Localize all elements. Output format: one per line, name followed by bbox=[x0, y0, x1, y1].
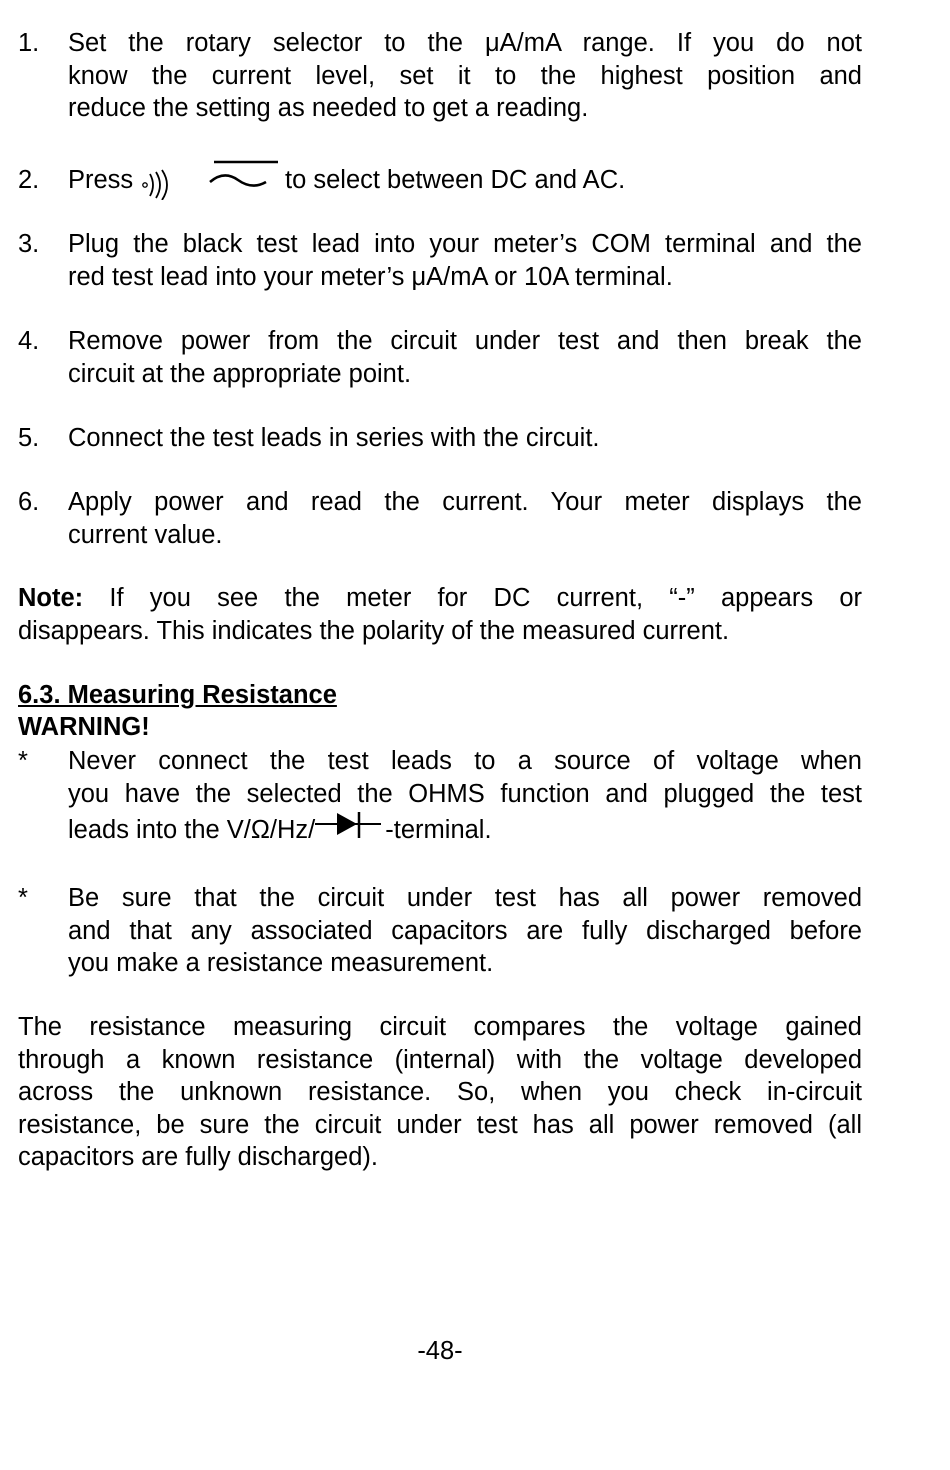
step-text-line: Remove power from the circuit under test and then break the bbox=[68, 327, 862, 355]
step-2 bbox=[18, 160, 862, 200]
paragraph-line: capacitors are fully discharged). bbox=[18, 1143, 379, 1171]
page-number: -48- bbox=[417, 1337, 463, 1365]
step-6 bbox=[18, 486, 862, 551]
section-heading: 6.3. Measuring Resistance bbox=[18, 681, 337, 709]
note bbox=[18, 582, 862, 647]
bullet-mark: * bbox=[18, 884, 28, 912]
continuity-ac-dc-icon bbox=[138, 160, 283, 209]
step-text-line: know the current level, set it to the highest position and bbox=[68, 61, 862, 90]
bullet-text-post: -terminal. bbox=[385, 816, 492, 844]
bullet-text-line: and that any associated capacitors are fully discharged before bbox=[68, 916, 862, 945]
note-label: Note: bbox=[18, 584, 84, 612]
step-number: 3. bbox=[18, 230, 40, 258]
step-text-pre: Press bbox=[68, 166, 134, 194]
warning-bullet-1 bbox=[18, 745, 862, 850]
step-number: 2. bbox=[18, 166, 40, 194]
paragraph-line: The resistance measuring circuit compares the voltage gained bbox=[18, 1013, 862, 1041]
step-text-line: Plug the black test lead into your meter’s COM terminal and the bbox=[68, 230, 862, 258]
step-text-line: Connect the test leads in series with the circuit. bbox=[68, 424, 600, 452]
step-3 bbox=[18, 228, 862, 293]
resistance-paragraph bbox=[18, 1011, 862, 1174]
step-number: 1. bbox=[18, 29, 40, 57]
note-text: disappears. This indicates the polarity of the measured current. bbox=[18, 616, 730, 645]
step-text-line: reduce the setting as needed to get a reading. bbox=[68, 94, 589, 122]
paragraph-line: resistance, be sure the circuit under test has all power removed (all bbox=[18, 1110, 862, 1139]
step-1 bbox=[18, 27, 862, 125]
step-text-post: to select between DC and AC. bbox=[285, 166, 626, 194]
step-text-line: Set the rotary selector to the μA/mA range. If you do not bbox=[68, 29, 862, 57]
step-text-line: circuit at the appropriate point. bbox=[68, 359, 412, 388]
bullet-mark: * bbox=[18, 747, 28, 775]
paragraph-line: through a known resistance (internal) with the voltage developed bbox=[18, 1045, 862, 1074]
bullet-text-line: you have the selected the OHMS function and plugged the test bbox=[68, 779, 862, 808]
step-text-line: Apply power and read the current. Your meter displays the bbox=[68, 488, 862, 516]
step-4 bbox=[18, 325, 862, 390]
step-text-line: red test lead into your meter’s μA/mA or 10A terminal. bbox=[68, 262, 673, 291]
section-header bbox=[18, 679, 862, 743]
bullet-text-line: Never connect the test leads to a source of voltage when bbox=[68, 747, 862, 775]
step-number: 5. bbox=[18, 424, 40, 452]
step-text-line: current value. bbox=[68, 520, 223, 549]
step-5 bbox=[18, 422, 862, 455]
warning-label: WARNING! bbox=[18, 712, 150, 741]
bullet-text-pre: leads into the V/Ω/Hz/ bbox=[68, 816, 316, 844]
paragraph-line: across the unknown resistance. So, when you check in-circuit bbox=[18, 1078, 862, 1106]
step-number: 6. bbox=[18, 488, 40, 516]
diode-icon bbox=[315, 810, 385, 854]
warning-bullet-2 bbox=[18, 882, 862, 980]
bullet-text-line: Be sure that the circuit under test has all power removed bbox=[68, 884, 862, 912]
step-number: 4. bbox=[18, 327, 40, 355]
bullet-text-line: you make a resistance measurement. bbox=[68, 949, 494, 977]
note-text: If you see the meter for DC current, “-” appears or bbox=[83, 584, 862, 612]
